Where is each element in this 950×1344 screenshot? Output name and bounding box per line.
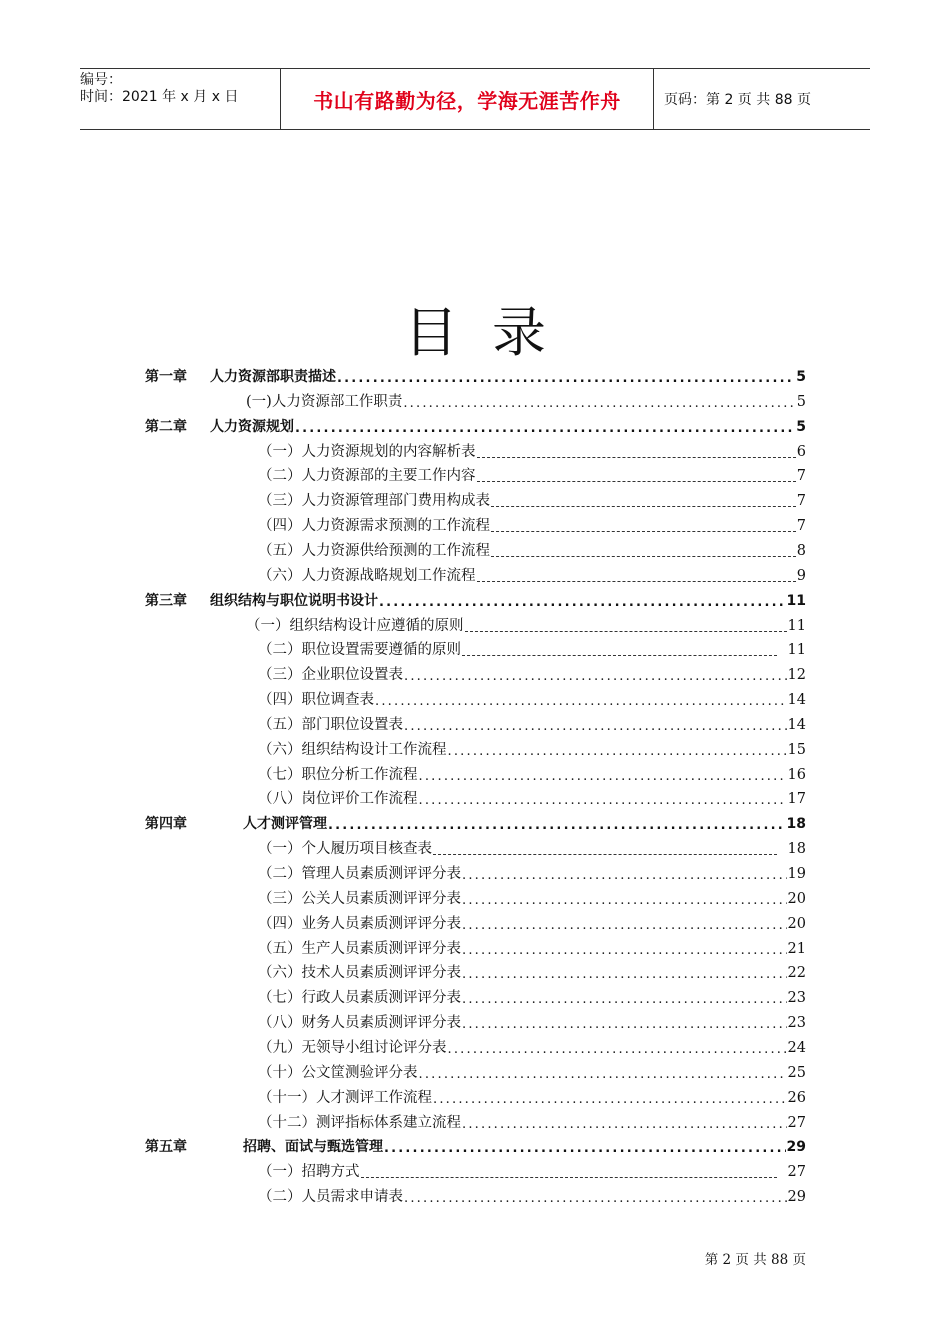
toc-leader <box>477 457 796 458</box>
toc-section-row[interactable] <box>258 884 806 909</box>
toc-leader <box>491 506 796 507</box>
toc-leader <box>477 481 796 482</box>
toc-page-number: 11 <box>787 642 806 659</box>
toc-section-row[interactable] <box>258 1033 806 1058</box>
time-label: 时间：2021 年 x 月 x 日 <box>80 89 239 105</box>
toc-entry-label: （二）管理人员素质测评评分表 <box>258 866 461 882</box>
toc-chapter-row[interactable] <box>145 586 806 611</box>
toc-entry-label: （三）企业职位设置表 <box>258 667 403 684</box>
toc-section-row[interactable] <box>258 685 806 710</box>
toc-entry-label: （十一）人才测评工作流程 <box>258 1089 432 1106</box>
toc-section-row[interactable] <box>258 1108 806 1133</box>
toc-leader <box>462 655 777 656</box>
toc-entry-label: （一）人力资源规划的内容解析表 <box>258 443 476 460</box>
toc-page-number: 5 <box>796 418 806 435</box>
toc-entry-label: （二）职位设置需要遵循的原则 <box>258 642 461 659</box>
toc-section-row[interactable] <box>258 1182 806 1207</box>
toc-section-row[interactable] <box>258 834 806 859</box>
toc-entry-label: 招聘、面试与甄选管理 <box>243 1139 383 1156</box>
toc-entry-label: 人力资源部职责描述 <box>210 369 336 385</box>
toc-section-row[interactable] <box>258 486 806 511</box>
toc-chapter-row[interactable] <box>145 412 806 437</box>
toc-section-row[interactable] <box>258 909 806 934</box>
toc-page-number: 18 <box>786 816 806 833</box>
header-motto: 书山有路勤为径，学海无涯苦作舟 <box>280 69 654 129</box>
toc-section-row[interactable] <box>258 983 806 1008</box>
toc-entry-label: 人力资源规划 <box>210 418 294 435</box>
toc-leader <box>419 769 787 785</box>
toc-page-number: 23 <box>787 1015 806 1032</box>
toc-leader <box>404 719 787 735</box>
toc-entry-label: （二）人员需求申请表 <box>258 1189 403 1206</box>
toc-leader <box>477 581 796 582</box>
toc-page-number: 20 <box>787 915 806 932</box>
toc-page-number: 29 <box>786 1139 806 1156</box>
toc-section-row[interactable] <box>258 635 806 660</box>
toc-entry-label: （十）公文筐测验评分表 <box>258 1064 418 1081</box>
toc-leader <box>433 1092 787 1108</box>
toc-leader <box>462 1117 787 1133</box>
toc-entry-label: （四）业务人员素质测评评分表 <box>258 915 461 932</box>
toc-section-row[interactable] <box>258 561 806 586</box>
toc-entry-label: （三）人力资源管理部门费用构成表 <box>258 493 490 510</box>
toc-page-number: 22 <box>787 965 806 982</box>
toc-section-row[interactable] <box>246 611 806 636</box>
toc-section-row[interactable] <box>258 859 806 884</box>
toc-leader <box>379 595 786 611</box>
toc-chapter-number: 第一章 <box>145 369 187 385</box>
toc-leader <box>433 854 777 855</box>
toc-entry-label: (一)人力资源部工作职责 <box>246 393 403 410</box>
toc-entry-label: （四）职位调查表 <box>258 692 374 709</box>
toc-leader <box>462 992 787 1008</box>
toc-chapter-row[interactable] <box>145 809 806 834</box>
toc-page-number: 14 <box>787 716 806 733</box>
toc-entry-label: （六）组织结构设计工作流程 <box>258 741 447 758</box>
toc-leader <box>419 1067 787 1083</box>
toc-page-number: 18 <box>787 841 806 858</box>
toc-leader <box>462 918 787 934</box>
toc-page-number: 19 <box>787 866 806 882</box>
toc-leader <box>491 556 796 557</box>
toc-section-row[interactable] <box>258 660 806 685</box>
toc-leader <box>448 1042 787 1058</box>
toc-page-number: 15 <box>787 741 806 758</box>
toc-entry-label: （五）生产人员素质测评评分表 <box>258 940 461 957</box>
page-footer: 第 2 页 共 88 页 <box>704 1252 806 1268</box>
toc-entry-label: 组织结构与职位说明书设计 <box>210 592 378 609</box>
toc-entry-label: （七）职位分析工作流程 <box>258 766 418 783</box>
toc-page-number: 27 <box>787 1114 806 1131</box>
toc-leader <box>328 818 786 834</box>
toc-chapter-number: 第五章 <box>145 1139 187 1156</box>
toc-page-number: 5 <box>796 369 806 385</box>
toc-section-row[interactable] <box>258 1058 806 1083</box>
page-title: 目录 <box>404 301 580 364</box>
toc-entry-label: 人才测评管理 <box>243 816 327 833</box>
header-page-info: 页码：第 2 页 共 88 页 <box>664 92 811 108</box>
toc-entry-label: （三）公关人员素质测评评分表 <box>258 890 461 907</box>
toc-entry-label: （五）部门职位设置表 <box>258 716 403 733</box>
toc-leader <box>462 943 787 959</box>
toc-leader <box>491 531 796 532</box>
toc-entry-label: （九）无领导小组讨论评分表 <box>258 1039 447 1056</box>
toc-section-row[interactable] <box>258 784 806 809</box>
toc-section-row[interactable] <box>258 1008 806 1033</box>
toc-section-row[interactable] <box>258 437 806 462</box>
toc-page-number: 20 <box>787 890 806 907</box>
toc-section-row[interactable] <box>258 934 806 959</box>
toc-page-number: 27 <box>787 1164 806 1181</box>
toc-leader <box>462 868 787 884</box>
toc-entry-label: （十二）测评指标体系建立流程 <box>258 1114 461 1131</box>
toc-leader <box>384 1141 786 1157</box>
toc-page-number: 7 <box>796 518 806 535</box>
toc-leader <box>448 744 787 760</box>
toc-chapter-number: 第四章 <box>145 816 187 833</box>
toc-section-row[interactable] <box>258 710 806 735</box>
toc-page-number: 14 <box>787 692 806 709</box>
toc-entry-label: （八）岗位评价工作流程 <box>258 791 418 808</box>
toc-chapter-row[interactable] <box>145 362 806 387</box>
toc-page-number: 8 <box>796 542 806 559</box>
toc-leader <box>403 396 795 412</box>
toc-entry-label: （一）个人履历项目核查表 <box>258 841 432 858</box>
toc-page-number: 7 <box>796 468 806 485</box>
toc-leader <box>337 371 795 387</box>
toc-leader <box>465 631 787 632</box>
toc-leader <box>361 1177 777 1178</box>
toc-section-row[interactable] <box>258 760 806 785</box>
toc-entry-label: （六）人力资源战略规划工作流程 <box>258 567 476 584</box>
toc-page-number: 6 <box>796 443 806 460</box>
toc-chapter-number: 第二章 <box>145 418 187 435</box>
toc-leader <box>375 694 787 710</box>
toc-entry-label: （七）行政人员素质测评评分表 <box>258 990 461 1007</box>
toc-leader <box>295 421 795 437</box>
toc-leader <box>462 1017 787 1033</box>
toc-page-number: 25 <box>787 1064 806 1081</box>
toc-entry-label: （一）组织结构设计应遵循的原则 <box>246 617 464 634</box>
toc-page-number: 29 <box>787 1189 806 1206</box>
page-header <box>80 68 870 130</box>
toc-section-row[interactable] <box>258 958 806 983</box>
toc-page-number: 11 <box>786 592 806 609</box>
toc-entry-label: （二）人力资源部的主要工作内容 <box>258 468 476 485</box>
toc-chapter-number: 第三章 <box>145 592 187 609</box>
toc-page-number: 24 <box>787 1039 806 1056</box>
toc-section-row[interactable] <box>258 536 806 561</box>
header-meta <box>80 69 280 132</box>
toc-leader <box>404 669 787 685</box>
toc-page-number: 26 <box>787 1089 806 1106</box>
toc-leader <box>462 967 787 983</box>
toc-page-number: 12 <box>787 667 806 684</box>
toc-page-number: 5 <box>796 393 806 410</box>
number-label: 编号： <box>80 72 122 88</box>
toc-entry-label: （八）财务人员素质测评评分表 <box>258 1015 461 1032</box>
toc-section-row[interactable] <box>258 1083 806 1108</box>
toc-page-number: 23 <box>787 990 806 1007</box>
toc-page-number: 17 <box>787 791 806 808</box>
toc-chapter-row[interactable] <box>145 1132 806 1157</box>
toc-entry-label: （一）招聘方式 <box>258 1164 360 1181</box>
toc-leader <box>404 1191 787 1207</box>
toc-page-number: 16 <box>787 766 806 783</box>
toc-page-number: 11 <box>787 617 806 634</box>
toc-section-row[interactable] <box>258 461 806 486</box>
toc-leader <box>419 793 787 809</box>
toc-page-number: 9 <box>796 567 806 584</box>
toc-page-number: 21 <box>787 940 806 957</box>
toc-page-number: 7 <box>796 493 806 510</box>
toc-entry-label: （六）技术人员素质测评评分表 <box>258 965 461 982</box>
toc-section-row[interactable] <box>246 387 806 412</box>
toc-entry-label: （四）人力资源需求预测的工作流程 <box>258 518 490 535</box>
toc-section-row[interactable] <box>258 735 806 760</box>
toc-entry-label: （五）人力资源供给预测的工作流程 <box>258 542 490 559</box>
toc-leader <box>462 893 787 909</box>
toc-section-row[interactable] <box>258 511 806 536</box>
toc-section-row[interactable] <box>258 1157 806 1182</box>
